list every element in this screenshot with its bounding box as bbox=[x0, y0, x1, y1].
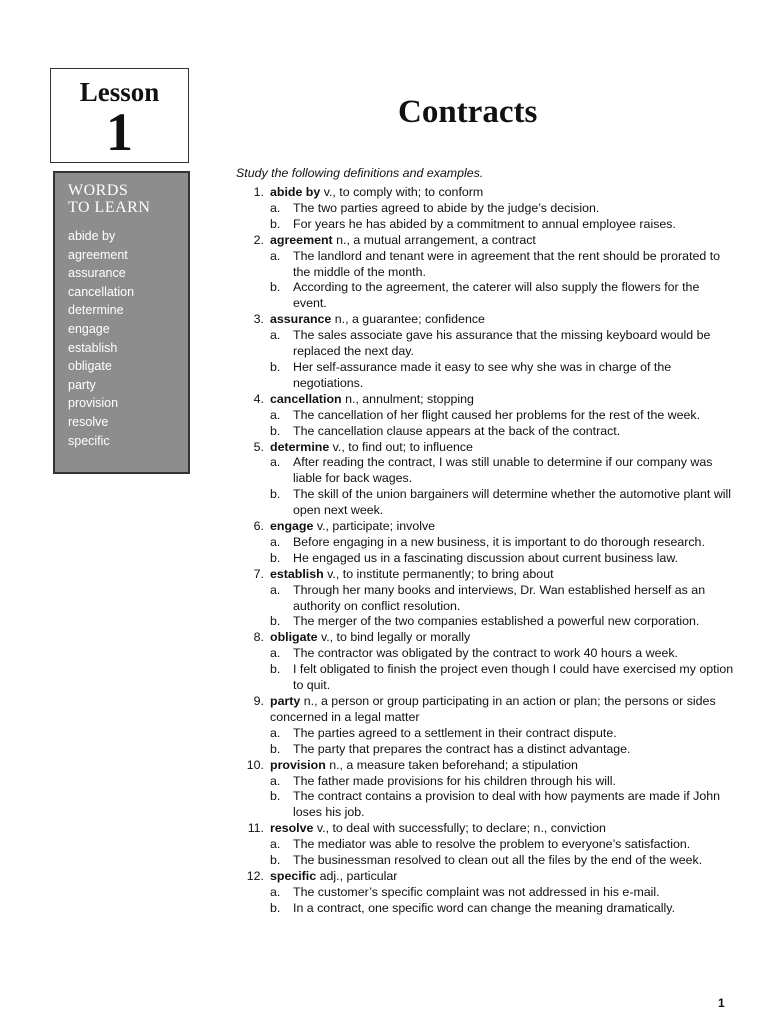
example-letter: b. bbox=[270, 216, 281, 231]
example-text: The customer’s specific complaint was not addressed in his e-mail. bbox=[293, 884, 660, 899]
entry-number: 1. bbox=[253, 185, 264, 199]
example-sentence bbox=[236, 901, 736, 917]
example-sentence bbox=[236, 885, 736, 901]
entry-word: determine bbox=[270, 439, 330, 454]
example-letter: b. bbox=[270, 550, 281, 565]
example-sentence bbox=[236, 646, 736, 662]
example-letter: a. bbox=[270, 773, 281, 788]
definitions-list bbox=[236, 185, 736, 917]
example-letter: b. bbox=[270, 487, 281, 502]
word-list-item: abide by bbox=[68, 229, 116, 243]
entry-number: 10. bbox=[246, 757, 264, 772]
lesson-box bbox=[50, 68, 189, 163]
definition-entry bbox=[236, 185, 736, 201]
example-text: I felt obligated to finish the project even though I could have exercised my option to quit. bbox=[293, 662, 734, 693]
definition-entry bbox=[236, 869, 736, 885]
example-sentence bbox=[236, 662, 736, 694]
example-sentence bbox=[236, 726, 736, 742]
entry-number: 12. bbox=[246, 868, 264, 883]
example-letter: b. bbox=[270, 423, 281, 438]
example-text: The sales associate gave his assurance that the missing keyboard would be replaced the next day. bbox=[293, 328, 711, 359]
lesson-label: Lesson bbox=[79, 77, 160, 107]
example-sentence bbox=[236, 742, 736, 758]
word-list-item: determine bbox=[68, 303, 124, 318]
word-list-item: provision bbox=[68, 396, 119, 411]
example-sentence bbox=[236, 614, 736, 630]
example-sentence bbox=[236, 455, 736, 487]
word-list-item: specific bbox=[68, 433, 110, 448]
word-list-item: resolve bbox=[68, 414, 109, 429]
entry-word: cancellation bbox=[270, 391, 342, 406]
entry-number: 4. bbox=[253, 391, 264, 406]
example-text: The parties agreed to a settlement in their contract dispute. bbox=[293, 725, 617, 740]
entry-number: 7. bbox=[253, 566, 264, 581]
example-text: The father made provisions for his children through his will. bbox=[293, 773, 616, 788]
entry-definition: n., a mutual arrangement, a contract bbox=[332, 232, 536, 247]
example-sentence bbox=[236, 328, 736, 360]
example-letter: a. bbox=[270, 200, 281, 215]
entry-definition: adj., particular bbox=[316, 868, 398, 883]
example-sentence bbox=[236, 583, 736, 615]
entry-word: agreement bbox=[270, 232, 333, 247]
example-text: The businessman resolved to clean out all the files by the end of the week. bbox=[293, 853, 703, 868]
example-letter: a. bbox=[270, 328, 281, 343]
word-list-item: establish bbox=[68, 340, 118, 355]
entry-definition: n., a guarantee; confidence bbox=[331, 312, 485, 327]
entry-definition: v., to comply with; to conform bbox=[320, 185, 484, 199]
entry-definition: n., annulment; stopping bbox=[341, 391, 474, 406]
page-number: 1 bbox=[718, 996, 725, 1010]
example-sentence bbox=[236, 201, 736, 217]
example-text: He engaged us in a fascinating discussion about current business law. bbox=[293, 550, 679, 565]
example-letter: b. bbox=[270, 789, 281, 804]
example-text: The mediator was able to resolve the problem to everyone’s satisfaction. bbox=[293, 837, 691, 852]
example-letter: a. bbox=[270, 646, 281, 661]
entry-definition: v., participate; involve bbox=[313, 519, 436, 534]
word-list-item: agreement bbox=[68, 247, 128, 262]
example-sentence bbox=[236, 789, 736, 821]
example-sentence bbox=[236, 217, 736, 233]
example-text: Her self-assurance made it easy to see why she was in charge of the negotiations. bbox=[293, 359, 672, 390]
example-text: The cancellation clause appears at the back of the contract. bbox=[293, 423, 621, 438]
lesson-number: 1 bbox=[106, 102, 133, 162]
example-sentence bbox=[236, 280, 736, 312]
entry-number: 3. bbox=[253, 312, 264, 327]
words-to-learn-heading bbox=[68, 182, 188, 216]
definition-entry bbox=[236, 821, 736, 837]
word-list-item: assurance bbox=[68, 266, 126, 281]
example-letter: b. bbox=[270, 853, 281, 868]
entry-word: resolve bbox=[270, 821, 314, 836]
example-text: The skill of the union bargainers will determine whether the automotive plant will open next week. bbox=[293, 487, 732, 518]
example-letter: b. bbox=[270, 900, 281, 915]
example-sentence bbox=[236, 408, 736, 424]
entry-definition: n., a measure taken beforehand; a stipulation bbox=[325, 757, 578, 772]
example-letter: b. bbox=[270, 741, 281, 756]
definition-entry bbox=[236, 519, 736, 535]
example-text: Before engaging in a new business, it is important to do thorough research. bbox=[293, 534, 705, 549]
words-list bbox=[68, 227, 188, 450]
example-text: According to the agreement, the caterer will also supply the flowers for the event. bbox=[293, 280, 700, 311]
example-letter: a. bbox=[270, 455, 281, 470]
entry-number: 11. bbox=[247, 821, 264, 836]
example-text: After reading the contract, I was still unable to determine if our company was liable for back wages. bbox=[293, 455, 713, 486]
definition-entry bbox=[236, 312, 736, 328]
entry-definition: v., to deal with successfully; to declare; n., conviction bbox=[313, 821, 606, 836]
example-text: For years he has abided by a commitment to annual employee raises. bbox=[293, 216, 676, 231]
entry-number: 9. bbox=[253, 694, 264, 708]
entry-word: abide by bbox=[270, 185, 321, 199]
example-text: The contract contains a provision to deal with how payments are made if John loses his job. bbox=[293, 789, 721, 820]
example-text: The contractor was obligated by the contract to work 40 hours a week. bbox=[293, 646, 678, 661]
words-to-learn-box bbox=[53, 171, 190, 474]
example-text: In a contract, one specific word can change the meaning dramatically. bbox=[293, 900, 676, 915]
entry-number: 2. bbox=[253, 232, 264, 247]
page-title: Contracts bbox=[398, 94, 538, 130]
entry-number: 5. bbox=[253, 439, 264, 454]
example-text: Through her many books and interviews, Dr. Wan established herself as an authority on conflict resolution. bbox=[293, 582, 706, 613]
example-sentence bbox=[236, 853, 736, 869]
definition-entry bbox=[236, 567, 736, 583]
definition-entry bbox=[236, 392, 736, 408]
definition-entry bbox=[236, 233, 736, 249]
example-letter: a. bbox=[270, 248, 281, 263]
example-letter: b. bbox=[270, 614, 281, 629]
entry-word: establish bbox=[270, 566, 324, 581]
example-sentence bbox=[236, 535, 736, 551]
example-text: The landlord and tenant were in agreement that the rent should be prorated to the middle of the month. bbox=[293, 248, 721, 279]
example-sentence bbox=[236, 424, 736, 440]
definition-entry bbox=[236, 630, 736, 646]
word-list-item: engage bbox=[68, 321, 110, 336]
example-sentence bbox=[236, 360, 736, 392]
example-letter: a. bbox=[270, 884, 281, 899]
example-letter: a. bbox=[270, 837, 281, 852]
example-text: The cancellation of her flight caused her problems for the rest of the week. bbox=[293, 407, 701, 422]
entry-definition: n., a person or group participating in an action or plan; the persons or sides concerned in a legal matter bbox=[270, 694, 716, 724]
entry-word: specific bbox=[270, 868, 317, 883]
example-letter: b. bbox=[270, 280, 281, 295]
entry-word: engage bbox=[270, 519, 314, 534]
example-letter: a. bbox=[270, 582, 281, 597]
entry-definition: v., to bind legally or morally bbox=[317, 630, 471, 645]
definition-entry bbox=[236, 758, 736, 774]
example-text: The party that prepares the contract has a distinct advantage. bbox=[293, 741, 631, 756]
words-heading-line2: TO LEARN bbox=[68, 199, 151, 216]
entry-word: provision bbox=[270, 757, 326, 772]
entry-word: obligate bbox=[270, 630, 318, 645]
words-heading-line1: WORDS bbox=[68, 182, 129, 199]
example-text: The two parties agreed to abide by the judge’s decision. bbox=[293, 200, 600, 215]
entry-definition: v., to institute permanently; to bring about bbox=[323, 566, 554, 581]
intro-text: Study the following definitions and examples. bbox=[236, 166, 484, 180]
example-letter: a. bbox=[270, 534, 281, 549]
example-sentence bbox=[236, 551, 736, 567]
example-sentence bbox=[236, 774, 736, 790]
definition-entry bbox=[236, 694, 736, 726]
entry-word: assurance bbox=[270, 312, 332, 327]
word-list-item: party bbox=[68, 377, 96, 392]
example-sentence bbox=[236, 837, 736, 853]
entry-definition: v., to find out; to influence bbox=[329, 439, 473, 454]
example-sentence bbox=[236, 487, 736, 519]
example-letter: b. bbox=[270, 662, 281, 677]
entry-number: 6. bbox=[253, 519, 264, 534]
word-list-item: cancellation bbox=[68, 284, 135, 299]
example-sentence bbox=[236, 249, 736, 281]
example-text: The merger of the two companies established a powerful new corporation. bbox=[293, 614, 700, 629]
word-list-item: obligate bbox=[68, 359, 112, 374]
entry-word: party bbox=[270, 694, 301, 708]
example-letter: b. bbox=[270, 359, 281, 374]
entry-number: 8. bbox=[253, 630, 264, 645]
definition-entry bbox=[236, 440, 736, 456]
example-letter: a. bbox=[270, 725, 281, 740]
example-letter: a. bbox=[270, 407, 281, 422]
